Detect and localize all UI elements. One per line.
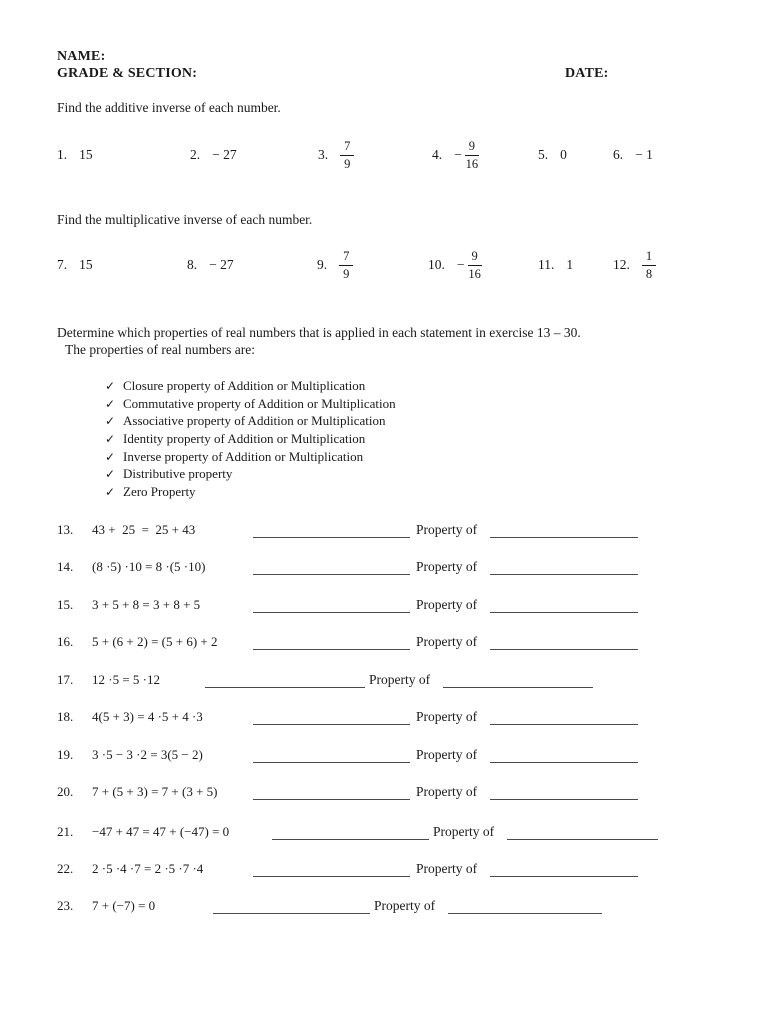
- list-item: [538, 133, 567, 177]
- item-number: 10.: [428, 257, 445, 272]
- checkmark-icon: ✓: [105, 467, 116, 482]
- fraction-denominator: 9: [344, 156, 351, 171]
- fraction-sign: −: [456, 257, 465, 272]
- answer-blank: [253, 635, 410, 650]
- list-item: [613, 243, 656, 287]
- answer-blank: [253, 785, 410, 800]
- exercise-number: 14.: [57, 559, 74, 574]
- exercise-row: [0, 782, 768, 802]
- property-answer-blank: [448, 899, 602, 914]
- exercise-equation: 7 + (−7) = 0: [92, 898, 156, 913]
- item-value: − 27: [212, 147, 237, 162]
- properties-instruction: Determine which properties of real numbers that is applied in each statement in exercise 13 – 30.: [57, 325, 581, 340]
- property-of-label: Property of: [416, 559, 478, 574]
- exercise-number: 19.: [57, 747, 74, 762]
- property-answer-blank: [490, 785, 638, 800]
- property-answer-blank: [490, 710, 638, 725]
- item-number: 2.: [190, 147, 201, 162]
- checkmark-icon: ✓: [105, 485, 116, 500]
- item-value: 15: [79, 257, 93, 272]
- exercise-row: [0, 595, 768, 615]
- property-of-label: Property of: [416, 597, 478, 612]
- fraction-numerator: 1: [642, 249, 656, 265]
- multiplicative-instruction: Find the multiplicative inverse of each number.: [57, 212, 313, 227]
- item-value: 1: [566, 257, 574, 272]
- answer-blank: [253, 748, 410, 763]
- property-answer-blank: [490, 560, 638, 575]
- property-of-label: Property of: [416, 861, 478, 876]
- fraction-denominator: 9: [343, 266, 350, 281]
- exercise-row: [0, 557, 768, 577]
- item-number: 5.: [538, 147, 549, 162]
- fraction: [454, 139, 479, 171]
- fraction-denominator: 8: [645, 266, 653, 281]
- checkmark-icon: ✓: [105, 449, 116, 464]
- additive-items-row: [0, 133, 768, 177]
- checkmark-icon: ✓: [105, 432, 116, 447]
- exercise-row: [0, 745, 768, 765]
- item-number: 3.: [318, 147, 329, 162]
- list-item: [317, 243, 353, 287]
- property-list-item: [105, 396, 396, 414]
- exercise-row: [0, 859, 768, 879]
- property-of-label: Property of: [369, 672, 431, 687]
- item-number: 6.: [613, 147, 624, 162]
- property-answer-blank: [490, 598, 638, 613]
- fraction: [457, 249, 482, 281]
- property-answer-blank: [443, 673, 593, 688]
- exercise-equation: 4(5 + 3) = 4 ·5 + 4 ·3: [92, 709, 203, 724]
- answer-blank: [253, 523, 410, 538]
- name-label: NAME:: [57, 49, 106, 64]
- item-number: 9.: [317, 257, 328, 272]
- property-list-item: [105, 484, 396, 502]
- item-number: 4.: [432, 147, 443, 162]
- item-number: 8.: [187, 257, 198, 272]
- fraction-numerator: 9: [468, 249, 482, 265]
- exercise-number: 15.: [57, 597, 74, 612]
- property-of-label: Property of: [416, 634, 478, 649]
- property-of-label: Property of: [416, 709, 478, 724]
- exercise-number: 17.: [57, 672, 74, 687]
- list-item: [57, 243, 93, 287]
- list-item: [428, 243, 482, 287]
- grade-section-label: GRADE & SECTION:: [57, 66, 198, 81]
- item-number: 11.: [538, 257, 555, 272]
- answer-blank: [253, 710, 410, 725]
- exercise-row: [0, 707, 768, 727]
- exercise-row: [0, 670, 768, 690]
- exercise-row: [0, 632, 768, 652]
- fraction-denominator: 16: [468, 266, 481, 281]
- property-answer-blank: [490, 523, 638, 538]
- property-answer-blank: [507, 825, 658, 840]
- property-list-item: [105, 413, 396, 431]
- answer-blank: [272, 825, 429, 840]
- checkmark-icon: ✓: [105, 396, 116, 411]
- properties-subheading: The properties of real numbers are:: [65, 342, 256, 357]
- list-item: [187, 243, 234, 287]
- exercise-equation: 12 ·5 = 5 ·12: [92, 672, 160, 687]
- exercise-row: [0, 896, 768, 916]
- list-item: [432, 133, 479, 177]
- property-of-label: Property of: [433, 824, 495, 839]
- answer-blank: [205, 673, 365, 688]
- exercise-equation: 2 ·5 ·4 ·7 = 2 ·5 ·7 ·4: [92, 861, 204, 876]
- item-value: − 1: [635, 147, 653, 162]
- answer-blank: [253, 598, 410, 613]
- property-label: Identity property of Addition or Multiplication: [123, 431, 366, 447]
- property-answer-blank: [490, 862, 638, 877]
- fraction-numerator: 7: [339, 249, 353, 265]
- fraction-numerator: 7: [340, 139, 354, 155]
- exercise-equation: 5 + (6 + 2) = (5 + 6) + 2: [92, 634, 218, 649]
- exercise-number: 21.: [57, 824, 74, 839]
- item-value: − 27: [209, 257, 234, 272]
- checkmark-icon: ✓: [105, 414, 116, 429]
- property-of-label: Property of: [416, 522, 478, 537]
- exercise-equation: 7 + (5 + 3) = 7 + (3 + 5): [92, 784, 218, 799]
- item-number: 7.: [57, 257, 68, 272]
- exercise-row: [0, 520, 768, 540]
- property-label: Commutative property of Addition or Multiplication: [123, 395, 396, 411]
- property-answer-blank: [490, 635, 638, 650]
- exercise-equation: 43 + 25 = 25 + 43: [92, 522, 196, 537]
- exercise-number: 18.: [57, 709, 74, 724]
- additive-instruction: Find the additive inverse of each number.: [57, 100, 281, 115]
- exercise-number: 16.: [57, 634, 74, 649]
- exercise-number: 20.: [57, 784, 74, 799]
- exercise-equation: 3 ·5 − 3 ·2 = 3(5 − 2): [92, 747, 203, 762]
- property-label: Zero Property: [123, 484, 196, 500]
- answer-blank: [253, 862, 410, 877]
- property-list: [105, 378, 396, 502]
- fraction-numerator: 9: [465, 139, 479, 155]
- property-answer-blank: [490, 748, 638, 763]
- property-list-item: [105, 449, 396, 467]
- item-number: 1.: [57, 147, 68, 162]
- property-list-item: [105, 466, 396, 484]
- item-number: 12.: [613, 257, 630, 272]
- multiplicative-items-row: [0, 243, 768, 287]
- fraction-sign: −: [454, 147, 462, 162]
- property-of-label: Property of: [416, 747, 478, 762]
- exercise-equation: −47 + 47 = 47 + (−47) = 0: [92, 824, 230, 839]
- property-of-label: Property of: [416, 784, 478, 799]
- fraction: [339, 249, 353, 281]
- property-label: Closure property of Addition or Multiplication: [123, 378, 366, 393]
- list-item: [318, 133, 354, 177]
- fraction-denominator: 16: [465, 156, 479, 171]
- exercise-equation: 3 + 5 + 8 = 3 + 8 + 5: [92, 597, 201, 612]
- list-item: [190, 133, 237, 177]
- exercise-number: 13.: [57, 522, 74, 537]
- list-item: [613, 133, 653, 177]
- answer-blank: [213, 899, 370, 914]
- fraction: [642, 249, 656, 281]
- answer-blank: [253, 560, 410, 575]
- property-of-label: Property of: [374, 898, 436, 913]
- exercise-number: 23.: [57, 898, 74, 913]
- exercise-number: 22.: [57, 861, 74, 876]
- item-value: 15: [79, 147, 93, 162]
- property-label: Associative property of Addition or Multiplication: [123, 413, 386, 429]
- exercise-row: [0, 822, 768, 842]
- fraction: [340, 139, 354, 171]
- property-list-item: [105, 431, 396, 449]
- property-list-item: [105, 378, 396, 396]
- exercise-equation: (8 ·5) ·10 = 8 ·(5 ·10): [92, 559, 206, 574]
- list-item: [538, 243, 573, 287]
- property-label: Inverse property of Addition or Multiplication: [123, 448, 364, 464]
- item-value: 0: [560, 147, 567, 162]
- list-item: [57, 133, 93, 177]
- checkmark-icon: ✓: [105, 379, 116, 393]
- date-label: DATE:: [565, 66, 609, 81]
- property-label: Distributive property: [123, 466, 233, 482]
